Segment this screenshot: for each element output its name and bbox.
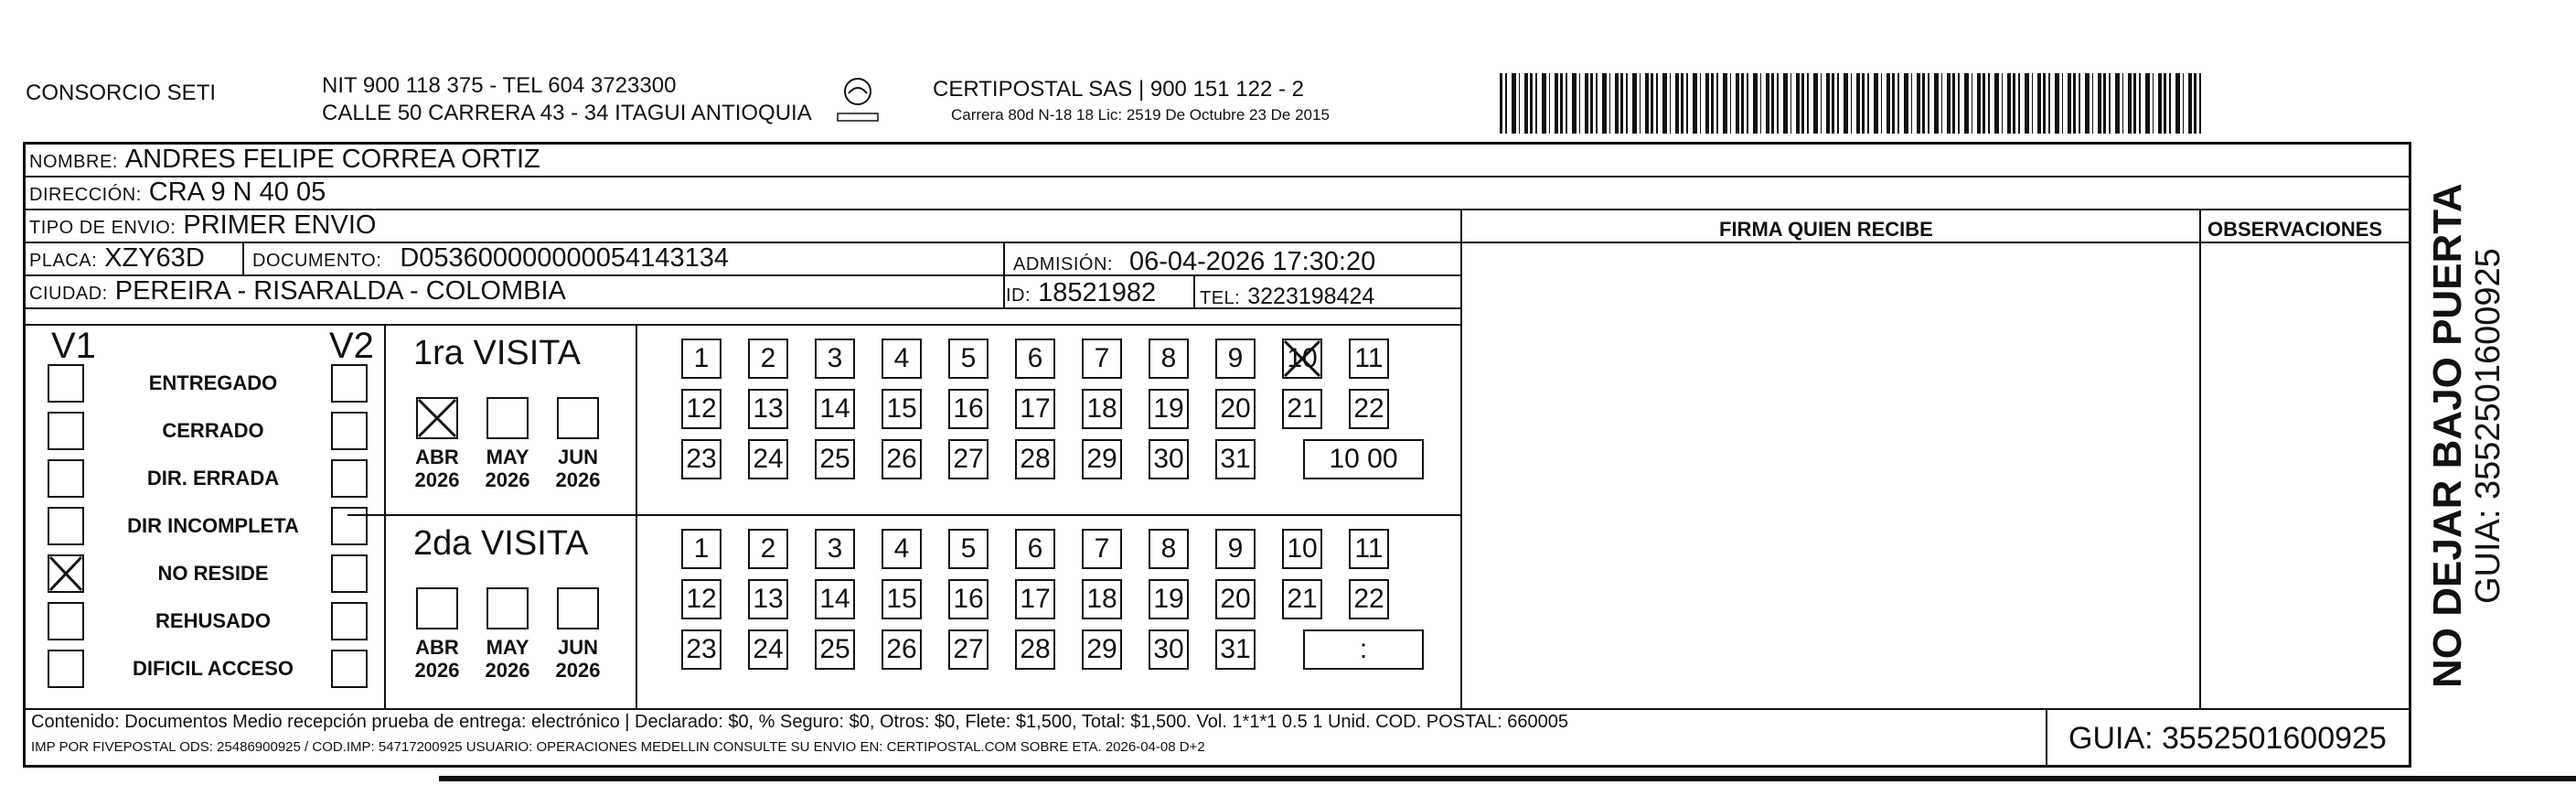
barcode-icon bbox=[1500, 73, 2204, 134]
year-label: 2026 bbox=[414, 659, 460, 682]
firma-column-header: FIRMA QUIEN RECIBE bbox=[1719, 218, 1933, 241]
footer-content: Contenido: Documentos Medio recepción prueba de entrega: electrónico | Declarado: $0, % Seguro: $0, Otros: $0, Flete: $1,500, Total: $1,500. Vol. 1*1*1 0.5 1 Unid. COD. POSTAL: 660005 bbox=[31, 712, 1569, 732]
day-box[interactable]: 23 bbox=[681, 439, 721, 479]
day-box[interactable]: 17 bbox=[1015, 579, 1055, 619]
status-label: NO RESIDE bbox=[157, 562, 269, 585]
documento-label: DOCUMENTO: bbox=[252, 251, 382, 271]
documento-value: D053600000000054143134 bbox=[400, 243, 729, 273]
day-box[interactable]: 1 bbox=[681, 529, 721, 569]
placa-label: PLACA: bbox=[29, 251, 98, 271]
day-box[interactable]: 8 bbox=[1149, 339, 1189, 379]
tel-value: 3223198424 bbox=[1247, 284, 1375, 309]
day-box[interactable]: 30 bbox=[1149, 439, 1189, 479]
status-label: DIR. ERRADA bbox=[146, 467, 280, 489]
month-label: ABR bbox=[415, 446, 459, 468]
id-value: 18521982 bbox=[1038, 278, 1157, 307]
day-box[interactable]: 9 bbox=[1215, 529, 1256, 569]
year-label: 2026 bbox=[555, 659, 601, 682]
day-box[interactable]: 17 bbox=[1015, 389, 1055, 429]
observaciones-column-header: OBSERVACIONES bbox=[2207, 218, 2383, 241]
day-box[interactable]: 28 bbox=[1015, 629, 1055, 670]
day-box[interactable]: 25 bbox=[815, 439, 855, 479]
v1-checkbox[interactable] bbox=[48, 554, 84, 593]
day-box[interactable]: 14 bbox=[815, 579, 855, 619]
v1-checkbox[interactable] bbox=[48, 364, 84, 403]
month-checkbox[interactable] bbox=[557, 397, 599, 439]
side-guia: GUIA: 3552501600925 bbox=[2469, 248, 2507, 604]
day-box[interactable]: 20 bbox=[1215, 579, 1256, 619]
month-checkbox[interactable] bbox=[416, 397, 458, 439]
day-box[interactable]: 25 bbox=[815, 629, 855, 670]
day-box[interactable]: 21 bbox=[1282, 579, 1322, 619]
day-box[interactable]: 6 bbox=[1015, 529, 1055, 569]
day-box[interactable]: 4 bbox=[882, 529, 922, 569]
v1-checkbox[interactable] bbox=[48, 412, 84, 450]
month-label: JUN bbox=[557, 446, 598, 468]
v1-checkbox[interactable] bbox=[48, 507, 84, 545]
day-box[interactable]: 16 bbox=[948, 389, 989, 429]
side-warning: NO DEJAR BAJO PUERTA bbox=[2425, 183, 2470, 688]
day-box[interactable]: 13 bbox=[748, 389, 788, 429]
v2-header: V2 bbox=[329, 326, 374, 366]
v2-checkbox[interactable] bbox=[331, 364, 368, 403]
year-label: 2026 bbox=[485, 468, 530, 491]
v1-header: V1 bbox=[51, 326, 96, 366]
day-box[interactable]: 26 bbox=[882, 629, 922, 670]
day-box[interactable]: 27 bbox=[948, 629, 989, 670]
month-label: MAY bbox=[486, 446, 529, 468]
tel-label: TEL: bbox=[1200, 288, 1241, 308]
day-box[interactable]: 12 bbox=[681, 579, 721, 619]
month-checkbox[interactable] bbox=[416, 587, 458, 629]
day-box[interactable]: 19 bbox=[1149, 389, 1189, 429]
day-box[interactable]: 24 bbox=[748, 629, 788, 670]
day-box[interactable]: 31 bbox=[1215, 629, 1256, 670]
day-box[interactable]: 19 bbox=[1149, 579, 1189, 619]
day-box[interactable]: 31 bbox=[1215, 439, 1256, 479]
day-box[interactable]: 22 bbox=[1349, 389, 1389, 429]
recipient-address: CRA 9 N 40 05 bbox=[148, 177, 326, 207]
year-label: 2026 bbox=[555, 468, 601, 491]
admision-label: ADMISIÓN: bbox=[1013, 254, 1113, 274]
day-box[interactable]: 15 bbox=[882, 579, 922, 619]
day-box[interactable]: 5 bbox=[948, 339, 989, 379]
ciudad-label: CIUDAD: bbox=[29, 284, 108, 304]
day-box[interactable]: 29 bbox=[1082, 629, 1122, 670]
carrier-line: CERTIPOSTAL SAS | 900 151 122 - 2 bbox=[933, 77, 1304, 102]
day-box[interactable]: 26 bbox=[882, 439, 922, 479]
month-label: ABR bbox=[415, 636, 459, 659]
day-box[interactable]: 18 bbox=[1082, 389, 1122, 429]
day-box[interactable]: 21 bbox=[1282, 389, 1322, 429]
v1-checkbox[interactable] bbox=[48, 602, 84, 640]
status-label: CERRADO bbox=[162, 419, 264, 442]
day-box[interactable]: 3 bbox=[815, 339, 855, 379]
day-box[interactable]: 10 bbox=[1282, 529, 1322, 569]
day-box[interactable]: 2 bbox=[748, 529, 788, 569]
year-label: 2026 bbox=[485, 659, 530, 682]
license-line: Carrera 80d N-18 18 Lic: 2519 De Octubre 23 De 2015 bbox=[951, 106, 1330, 124]
address-line: CALLE 50 CARRERA 43 - 34 ITAGUI ANTIOQUIA bbox=[322, 101, 812, 125]
direccion-label: DIRECCIÓN: bbox=[29, 185, 142, 205]
day-box[interactable]: 7 bbox=[1082, 339, 1122, 379]
placa-value: XZY63D bbox=[104, 243, 205, 273]
day-box[interactable]: 3 bbox=[815, 529, 855, 569]
year-label: 2026 bbox=[414, 468, 460, 491]
day-box[interactable]: 4 bbox=[882, 339, 922, 379]
month-checkbox[interactable] bbox=[486, 587, 529, 629]
first-visit-label: 1ra VISITA bbox=[413, 334, 582, 372]
time-box[interactable]: 10 00 bbox=[1303, 439, 1424, 479]
footer-guia: GUIA: 3552501600925 bbox=[2068, 721, 2387, 756]
day-box[interactable]: 10 bbox=[1282, 339, 1322, 379]
day-box[interactable]: 20 bbox=[1215, 389, 1256, 429]
day-box[interactable]: 11 bbox=[1349, 529, 1389, 569]
second-visit-label: 2da VISITA bbox=[413, 524, 589, 563]
status-label: DIR INCOMPLETA bbox=[127, 514, 299, 537]
certipostal-logo-icon bbox=[834, 71, 882, 126]
admision-value: 06-04-2026 17:30:20 bbox=[1128, 247, 1376, 276]
day-box[interactable]: 23 bbox=[681, 629, 721, 670]
day-box[interactable]: 22 bbox=[1349, 579, 1389, 619]
v2-checkbox[interactable] bbox=[331, 459, 368, 498]
day-box[interactable]: 7 bbox=[1082, 529, 1122, 569]
month-checkbox[interactable] bbox=[486, 397, 529, 439]
day-box[interactable]: 29 bbox=[1082, 439, 1122, 479]
v1-checkbox[interactable] bbox=[48, 459, 84, 498]
time-box[interactable]: : bbox=[1303, 629, 1424, 670]
day-box[interactable]: 14 bbox=[815, 389, 855, 429]
ciudad-value: PEREIRA - RISARALDA - COLOMBIA bbox=[114, 276, 566, 306]
recipient-name: ANDRES FELIPE CORREA ORTIZ bbox=[124, 145, 540, 174]
day-box[interactable]: 12 bbox=[681, 389, 721, 429]
id-label: ID: bbox=[1006, 285, 1031, 306]
v2-checkbox[interactable] bbox=[331, 412, 368, 450]
status-label: DIFICIL ACCESO bbox=[132, 657, 294, 680]
day-box[interactable]: 13 bbox=[748, 579, 788, 619]
day-box[interactable]: 18 bbox=[1082, 579, 1122, 619]
status-label: REHUSADO bbox=[155, 609, 271, 632]
day-box[interactable]: 30 bbox=[1149, 629, 1189, 670]
tipo-envio-label: TIPO DE ENVIO: bbox=[29, 218, 176, 238]
company-name: CONSORCIO SETI bbox=[26, 81, 217, 105]
v2-checkbox[interactable] bbox=[331, 554, 368, 593]
day-box[interactable]: 11 bbox=[1349, 339, 1389, 379]
nombre-label: NOMBRE: bbox=[29, 152, 118, 172]
nit-line: NIT 900 118 375 - TEL 604 3723300 bbox=[322, 73, 677, 98]
day-box[interactable]: 5 bbox=[948, 529, 989, 569]
v2-checkbox[interactable] bbox=[331, 602, 368, 640]
month-label: JUN bbox=[557, 636, 598, 659]
day-box[interactable]: 28 bbox=[1015, 439, 1055, 479]
day-box[interactable]: 1 bbox=[681, 339, 721, 379]
footer-imp-line: IMP POR FIVEPOSTAL ODS: 25486900925 / COD.IMP: 54717200925 USUARIO: OPERACIONES MEDELLIN CONSULTE SU ENVIO EN: CERTIPOSTAL.COM SOBRE ETA. 2026-04-08 D+2 bbox=[31, 739, 1205, 755]
v2-checkbox[interactable] bbox=[331, 650, 368, 688]
day-box[interactable]: 27 bbox=[948, 439, 989, 479]
status-label: ENTREGADO bbox=[148, 371, 278, 394]
v1-checkbox[interactable] bbox=[48, 650, 84, 688]
month-label: MAY bbox=[486, 636, 529, 659]
day-box[interactable]: 6 bbox=[1015, 339, 1055, 379]
day-box[interactable]: 2 bbox=[748, 339, 788, 379]
day-box[interactable]: 24 bbox=[748, 439, 788, 479]
day-box[interactable]: 15 bbox=[882, 389, 922, 429]
day-box[interactable]: 8 bbox=[1149, 529, 1189, 569]
day-box[interactable]: 9 bbox=[1215, 339, 1256, 379]
tipo-envio-value: PRIMER ENVIO bbox=[183, 210, 377, 240]
day-box[interactable]: 16 bbox=[948, 579, 989, 619]
month-checkbox[interactable] bbox=[557, 587, 599, 629]
v2-checkbox[interactable] bbox=[331, 507, 368, 545]
